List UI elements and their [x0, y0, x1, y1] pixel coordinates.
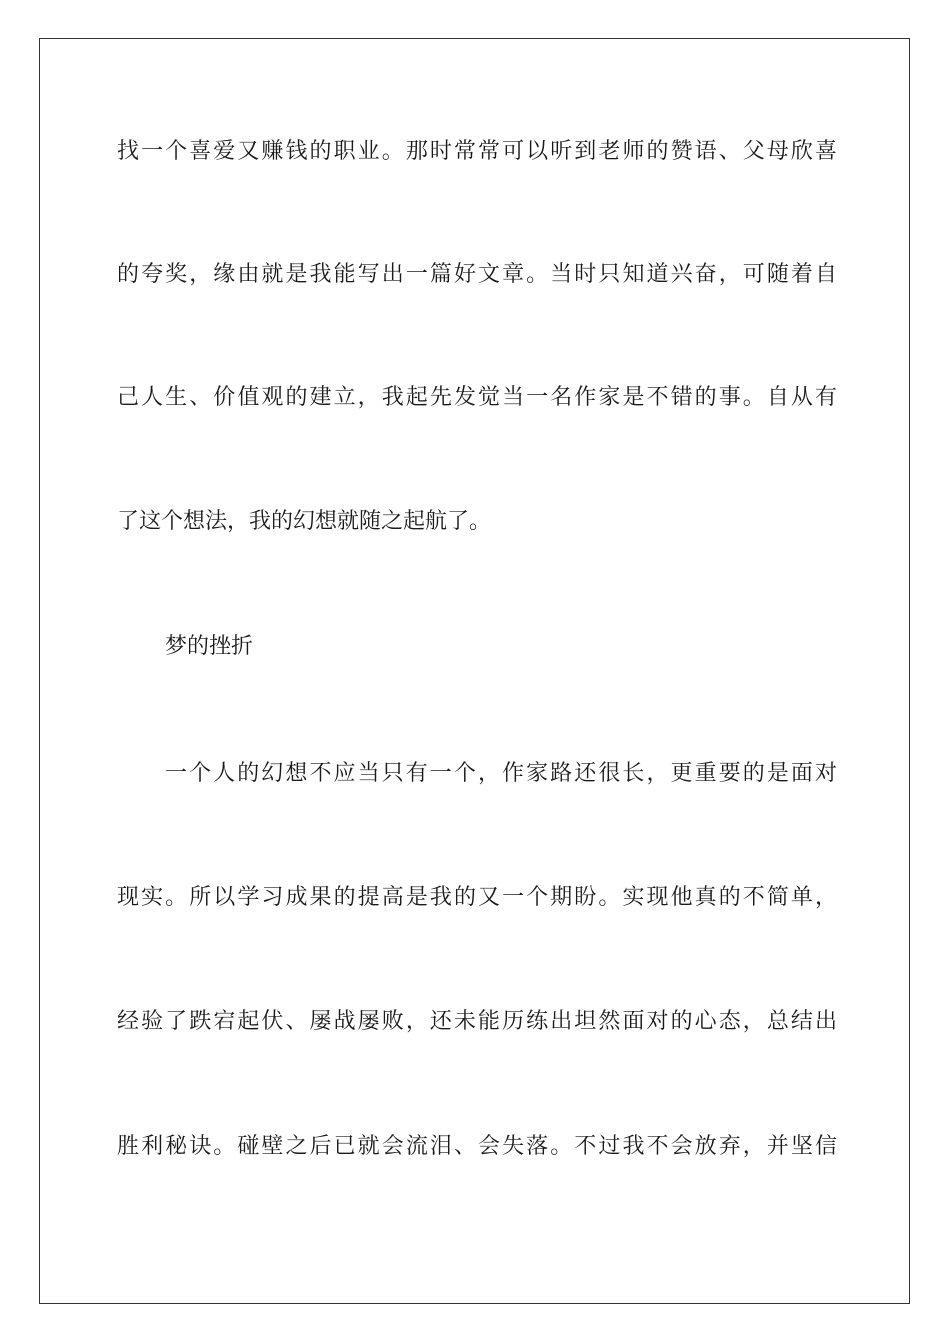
paragraph-line: 经验了跌宕起伏、屡战屡败，还未能历练出坦然面对的心态，总结出: [117, 1009, 837, 1034]
paragraph-line: 现实。所以学习成果的提高是我的又一个期盼。实现他真的不简单，: [117, 885, 837, 910]
section-heading: 梦的挫折: [165, 634, 254, 659]
paragraph-line: 找一个喜爱又赚钱的职业。那时常常可以听到老师的赞语、父母欣喜: [117, 139, 837, 164]
paragraph-line: 己人生、价值观的建立，我起先发觉当一名作家是不错的事。自从有: [117, 385, 837, 410]
paragraph-line: 一个人的幻想不应当只有一个，作家路还很长，更重要的是面对: [165, 761, 837, 786]
paragraph-line: 了这个想法，我的幻想就随之起航了。: [117, 509, 492, 534]
paragraph-line: 胜利秘诀。碰壁之后已就会流泪、会失落。不过我不会放弃，并坚信: [117, 1134, 837, 1159]
document-page: [39, 38, 910, 1304]
paragraph-line: 的夸奖，缘由就是我能写出一篇好文章。当时只知道兴奋，可随着自: [117, 262, 837, 287]
